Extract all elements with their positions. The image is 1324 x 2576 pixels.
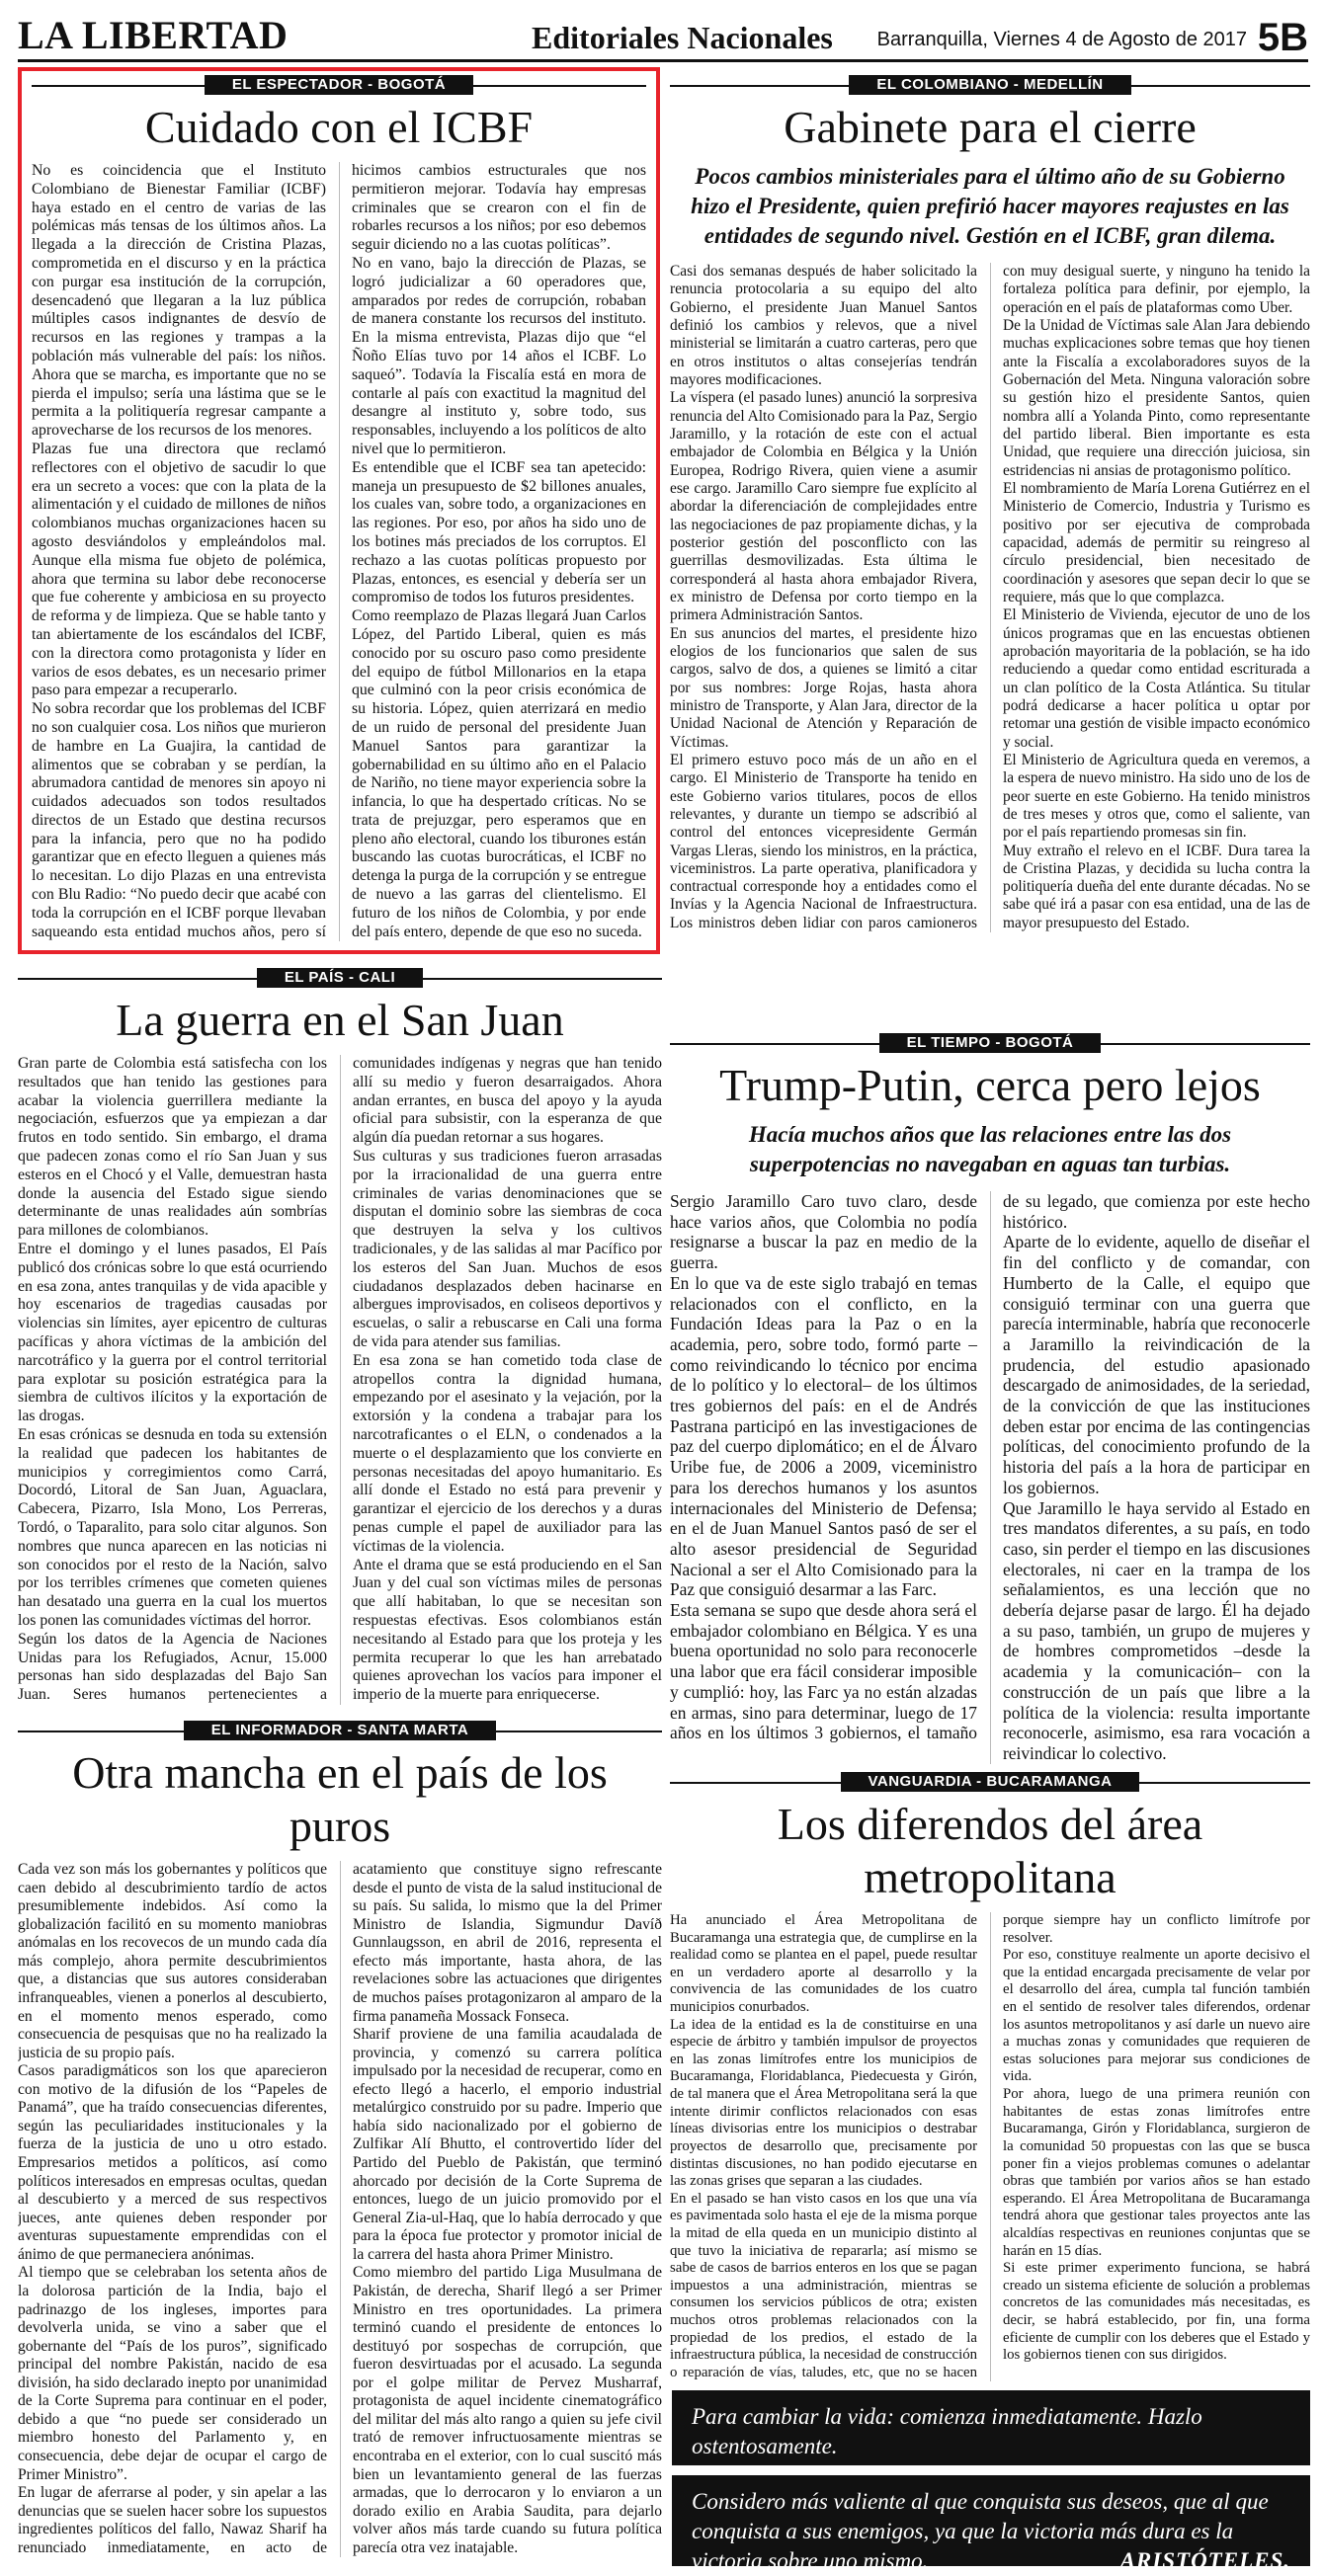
article-paragraph: En sus anuncios del martes, el presidente hizo elogios de los funcionarios que salen de sus cargos, salvo de dos, a quienes se limitó a citar por sus nombres: Jorge Rojas, hasta ahora ministro de Transporte, y Alan Jara, director de la Unidad Nacional de Atención y Reparación de Víctimas.	[670, 624, 977, 751]
article-paragraph: Según los datos de la Agencia de Naciones Unidas para los Refugiados, Acnur, 15.000 personas han sido desplazadas del Bajo San Juan. Seres humanos pertenecientes a comunidades indígenas y negras que han tenido allí su medio y fueron desarraigados. Ahora andan errantes, en busca del apoyo y la ayuda oficial para subsistir, con la esperanza de que algún día puedan retornar a sus hogares.	[18, 1055, 662, 1704]
article-source	[18, 1721, 662, 1742]
quote-box	[672, 2475, 1310, 2573]
article-headline: Trump-Putin, cerca pero lejos	[719, 1060, 1261, 1110]
article-paragraph: Esta semana se supo que desde ahora será el embajador colombiano en Bélgica. Y es una buena oportunidad no solo para reconocerle una labor que era fácil considerar imposible y cumplió: hoy, las Farc ya no están alzadas en armas, sino para determinar, luego de 17 años en los últimos 3 gobiernos, el tamaño de su legado, que comienza por este hecho histórico.	[670, 1191, 1310, 1743]
article-paragraph: Casos paradigmáticos son los que aparecieron con motivo de la difusión de los “Papeles de Panamá”, que ha traído consecuencias diferentes, según las peculiaridades institucionales y la fuerza de la justicia de uno u otro estado. Empresarios metidos a políticos, así como políticos interesados en empresas ocultas, quedan al descubierto y a merced de sus respectivos jueces, ante quienes deben responder por aventuras supuestamente emprendidas con el ánimo de que permaneciera anónimas.	[18, 2062, 327, 2263]
article-source	[18, 968, 662, 990]
article-paragraph: No en vano, bajo la dirección de Plazas, se logró judicializar a 60 operadores que, amparados por redes de corrupción, robaban de manera constante los recursos del instituto. En la misma entrevista, Plazas dijo que “el Ñoño Elías tuvo por 14 años el ICBF. Lo saqueó”. Todavía la Fiscalía está en mora de contarle al país con exactitud la magnitud del desangre al instituto y, sobre todo, sus responsables, incluyendo a los políticos de alto nivel que lo permitieron.	[352, 254, 646, 457]
article-paragraph: Gran parte de Colombia está satisfecha con los resultados que han tenido las gestiones para acabar la violencia guerrillera mediante la negociación, esfuerzos que ya empiezan a dar frutos en todo sentido. Sin embargo, el drama que padecen zonas como el río San Juan y sus esteros en el Chocó y el Valle, demuestran hasta donde la ausencia del Estado sigue siendo determinante de unas realidades aún sombrías para millones de colombianos.	[18, 1055, 327, 1240]
article-deck: Hacía muchos años que las relaciones entre las dos superpotencias no navegaban en aguas tan turbias.	[748, 1122, 1232, 1176]
article-headline: Otra mancha en el país de los puros	[72, 1747, 608, 1851]
article-body	[670, 1191, 1310, 1764]
article-paragraph: Por ahora, luego de una primera reunión con habitantes de estas zonas limítrofes entre Bucaramanga, Girón y Floridablanca, surgieron de la comunidad 50 propuestas con las que se busca poner fin a viejos problemas comunes o adelantar obras que también por varios años se han estado esperando. El Área Metropolitana de Bucaramanga tendrá ahora que gestionar tales proyectos ante las alcaldías respectivas en reuniones conjuntas que se harán en 15 días.	[1003, 2086, 1310, 2259]
article-paragraph: El nombramiento de María Lorena Gutiérrez en el Ministerio de Comercio, Industria y Turismo es positivo por ser ejecutiva de comprobada capacidad, además de permitir su reingreso al círculo presidencial, bien necesitado de coordinación y asesores que sepan decir lo que se requiere, más que lo que complazca.	[1003, 479, 1310, 605]
source-label: EL INFORMADOR - SANTA MARTA	[184, 1721, 496, 1740]
article-source	[670, 1772, 1310, 1794]
editorial-article	[670, 67, 1310, 966]
article-paragraph: Muy extraño el relevo en el ICBF. Dura tarea la de Cristina Plazas, y decidida su lucha contra la politiquería dueña del ente durante décadas. No se sabe qué irá a pasar con esa entidad, una de las de mayor presupuesto del Estado.	[1003, 842, 1310, 931]
source-label: VANGUARDIA - BUCARAMANGA	[841, 1772, 1140, 1792]
article-paragraph: Por eso, constituye realmente un aporte decisivo el que la entidad encargada precisamente de velar por el desarrollo del área, cumpla tal función también en el sentido de resolver tales diferendos, ordenar los asuntos metropolitanos y así darle un nuevo aire a muchas zonas y comunidades que requieren de estas soluciones para mejorar sus condiciones de vida.	[1003, 1947, 1310, 2085]
article-paragraph: El Ministerio de Agricultura queda en veremos, a la espera de nuevo ministro. Ha sido uno de los de peor suerte en este Gobierno. Ha tenido ministros de tres meses y otros que, como el saliente, van por el país repartiendo promesas sin fin.	[1003, 751, 1310, 842]
article-paragraph: En lugar de aferrarse al poder, y sin apelar a las denuncias que se suelen hacer sobre los supuestos ingredientes políticos del fallo, Nawaz Sharif ha renunciado inmediatamente, en acto de acatamiento que constituye signo refrescante desde el punto de vista de la salud institucional de su país. Su salida, lo mismo que la del Primer Ministro de Islandia, Sigmundur Davíð Gunnlaugsson, en abril de 2016, representa el efecto más importante, hasta ahora, de las revelaciones sobre las actuaciones que dirigentes de muchos países protagonizaron al amparo de la firma panameña Mossack Fonseca.	[18, 1861, 662, 2556]
quote-author: ARISTÓTELES.	[1119, 2548, 1290, 2573]
source-label: EL PAÍS - CALI	[257, 968, 423, 988]
article-source	[670, 1033, 1310, 1055]
article-source	[670, 75, 1310, 97]
editorial-article	[18, 67, 660, 954]
article-body	[670, 1912, 1310, 2381]
article-paragraph: Sus culturas y sus tradiciones fueron arrasadas por la irracionalidad de una guerra entre criminales de varias denominaciones que se disputan el dominio sobre las siembras de coca que destruyen la selva y los cultivos tradicionales, y de las salidas al mar Pacífico por los esteros del San Juan. Muchos de esos ciudadanos desplazados deben hacinarse en albergues improvisados, en coliseos deportivos y escuelas, o salir a rebuscarse en Cali una forma de vida para atender sus familias.	[353, 1147, 662, 1350]
article-paragraph: Cada vez son más los gobernantes y políticos que caen debido al descubrimiento tardío de actos presumiblemente indebidos. Así como la globalización facilitó en su momento maniobras anómalas en los recovecos de un mundo cada día más complejo, ahora permite descubrimientos que, a distancias que sus autores consideraban infranqueables, vienen a ponerlos al descubierto, en el momento menos esperado, como consecuencia de pesquisas que no ha realizado la justicia de su propio país.	[18, 1861, 327, 2061]
article-paragraph: El Ministerio de Vivienda, ejecutor de uno de los únicos programas que en las encuestas obtienen aprobación mayoritaria de la población, se ha ido reduciendo a quedar como entidad escriturada a un clan político de la Costa Atlántica. Su titular podrá dedicarse a hacer política u optar por retomar una gestión de visible impacto económico y social.	[1003, 606, 1310, 751]
article-deck: Pocos cambios ministeriales para el último año de su Gobierno hizo el Presidente, quien prefirió hacer mayores reajustes en las entidades de segundo nivel. Gestión en el ICBF, gran dilema.	[691, 164, 1289, 248]
article-headline: Cuidado con el ICBF	[144, 102, 534, 152]
quote-text: Considero más valiente al que conquista sus deseos, que al que conquista a sus enemigos, ya que la victoria más dura es la victoria sobre uno mismo.	[692, 2489, 1269, 2573]
article-body	[18, 1861, 662, 2557]
article-paragraph: La idea de la entidad es la de constituirse en una especie de árbitro y también impulsor de proyectos en las zonas limítrofes entre los municipios de Bucaramanga, Floridablanca, Piedecuesta y Girón, de tal manera que el Área Metropolitana será la que intente dirimir conflictos relacionados con esas líneas divisorias entre los municipios o destrabar proyectos de desarrollo que, precisamente por distintas discusiones, no han podido ejecutarse en las zonas grises que separan a las ciudades.	[670, 2016, 977, 2190]
article-headline: Los diferendos del área metropolitana	[777, 1799, 1203, 1902]
article-paragraph: En esas crónicas se desnuda en toda su extensión la realidad que padecen los habitantes de municipios y corregimientos como Carrá, Docordó, Litoral de San Juan, Aguaclara, Cabecera, Pizarro, Isla Mono, Los Perreras, Tordó, o Taparalito, para solo citar algunos. Son nombres que nunca aparecen en las noticias ni son conocidos por el resto de la Nación, salvo por los terribles crímenes que cometen quienes han desatado una guerra en la cual los muertos los ponen las comunidades víctimas del horror.	[18, 1425, 327, 1629]
source-label: EL TIEMPO - BOGOTÁ	[879, 1033, 1102, 1053]
article-paragraph: Si este primer experimento funciona, se habrá creado un sistema eficiente de solución a problemas concretos de las comunidades más necesitadas, es decir, se habrá establecido, por fin, una forma eficiente de cumplir con los deberes que el Estado y los gobiernos tienen con sus dirigidos.	[1003, 2260, 1310, 2364]
article-paragraph: Casi dos semanas después de haber solicitado la renuncia protocolaria a su equipo del alto Gobierno, el presidente Juan Manuel Santos definió los cambios y relevos, que a nivel ministerial se limitarán a cuatro carteras, pero que en otros institutos o altas consejerías tendrán mayores modificaciones.	[670, 263, 977, 388]
article-paragraph: Al tiempo que se celebraban los setenta años de la dolorosa partición de la India, bajo el padrinazgo de los ingleses, importes para devolverla unida, se vino a saber que el gobernante del “País de los puros”, significado principal del nombre Pakistán, nacido de esa división, ha sido declarado inepto por unanimidad de la Corte Suprema para continuar en el poder, debido a que “no puede ser considerado un miembro honesto del Parlamento y, en consecuencia, debe dejar de ocupar el cargo de Primer Ministro”.	[18, 2264, 327, 2483]
editorial-article	[670, 1768, 1310, 2382]
editorial-article	[18, 1707, 662, 2566]
article-paragraph: El primero estuvo poco más de un año en el cargo. El Ministerio de Transporte ha tenido en este Gobierno varios titulares, pocos de ellos relevantes, y durante un tiempo se adscribió al control del entonces vicepresidente Germán Vargas Lleras, siendo los ministros, en la práctica, viceministros. La parte operativa, planificadora y contractual corresponde hoy a entidades como el Invías y la Agencia Nacional de Infraestructura. Los ministros deben lidiar con paros camioneros con muy desigual suerte, y ninguno ha tenido la fortaleza política para definir, por ejemplo, la operación en el país de plataformas como Uber.	[670, 263, 1310, 931]
article-paragraph: En esa zona se han cometido toda clase de atropellos contra la dignidad humana, empezando por el asesinato y la vejación, por la extorsión y la condena a trabajar para los narcotraficantes o el ELN, o condenados a la muerte o el desplazamiento que los convierte en personas necesitadas del apoyo humanitario. Es allí donde el Estado no está para prevenir y garantizar el ejercicio de los derechos y a duras penas cumple el papel de auxiliador para las víctimas de la violencia.	[353, 1351, 662, 1555]
editorial-article	[670, 1029, 1310, 1768]
editorial-article	[18, 956, 662, 1707]
article-paragraph: En lo que va de este siglo trabajó en temas relacionados con el conflicto, en la Fundación Ideas para la Paz o en la academia, pero, sobre todo, formó parte –como reivindicando lo técnico por encima de lo político y lo electoral– de los últimos tres gobiernos del país: en el de Andrés Pastrana participó en las investigaciones de paz del cuerpo diplomático; en el de Álvaro Uribe fue, de 2006 a 2009, viceministro para los derechos humanos y los asuntos internacionales del Ministerio de Defensa; en el de Juan Manuel Santos pasó de ser el alto asesor presidencial de Seguridad Nacional a ser el Alto Comisionado para la Paz que consiguió desarmar a las Farc.	[670, 1272, 977, 1600]
issue-date: Barranquilla, Viernes 4 de Agosto de 2017	[876, 29, 1247, 50]
section-title: Editoriales Nacionales	[532, 20, 833, 55]
article-paragraph: No sobra recordar que los problemas del ICBF no son cualquier cosa. Los niños que murieron de hambre en La Guajira, la cantidad de alimentos que se cobraban y se perdían, la abrumadora cantidad de menores sin apoyo ni cuidados adecuados son todos resultados directos de un Estado que destina recursos para la infancia, pero que no ha podido garantizar que en efecto lleguen a quienes más lo necesitan. Lo dijo Plazas en una entrevista con Blu Radio: “No puedo decir que acabé con toda la corrupción en el ICBF porque llevaban saqueando esta entidad muchos años, pero sí hicimos cambios estructurales que nos permitieron mejorar. Todavía hay empresas criminales que se crearon con el fin de robarles recursos a los niños; por eso debemos seguir diciendo no a las cuotas políticas”.	[32, 162, 646, 940]
article-paragraph: Como miembro del partido Liga Musulmana de Pakistán, de derecha, Sharif llegó a ser Primer Ministro en tres oportunidades. La primera terminó cuando el presidente de entonces lo destituyó por sospechas de corrupción, que fueron desvirtuadas por el acusado. La segunda por el golpe militar de Pervez Musharraf, protagonista de aquel incidente cinematográfico del militar del más alto rango a quien su jefe civil trató de remover infructuosamente mientras se encontraba en el exterior, con lo cual suscitó más bien un levantamiento general de las fuerzas armadas, que lo derrocaron y lo enviaron a un dorado exilio en Arabia Saudita, para dejarlo volver años más tarde cuando su futura política parecía otra vez inatajable.	[353, 2264, 662, 2556]
source-label: EL COLOMBIANO - MEDELLÍN	[849, 75, 1130, 95]
article-body	[18, 1055, 662, 1705]
article-paragraph: Plazas fue una directora que reclamó reflectores con el objetivo de sacudir lo que era un secreto a voces: que con la plata de la alimentación y el cuidado de millones de niños colombianos muchas organizaciones hacen su agosto desviándolos y empleándolos mal. Aunque ella misma fue objeto de polémica, ahora que termina su labor debe reconocerse que fue coherente y ambiciosa en su proyecto de reforma y de limpieza. Que se hable tanto y tan abiertamente de los escándalos del ICBF, con la directora como protagonista y líder en varios de esos debates, es un necesario primer paso para empezar a recuperarlo.	[32, 440, 326, 699]
article-paragraph: Como reemplazo de Plazas llegará Juan Carlos López, del Partido Liberal, quien es más conocido por su oscuro paso como presidente del equipo de fútbol Millonarios en la etapa que culminó con la peor crisis económica de su historia. López, quien aterrizará en medio de un ruido de personal del presidente Juan Manuel Santos para garantizar la gobernabilidad en su último año en el Palacio de Nariño, no tiene mayor experiencia sobre la infancia, lo que ha despertado críticas. No se trata de prejuzgar, pero esperamos que en pleno año electoral, cuando los tiburones están buscando las cuotas burocráticas, el ICBF no detenga la purga de la corrupción y se entregue de nuevo a las garras del clientelismo. El futuro de los niños de Colombia, y por ende del país entero, depende de que eso no suceda.	[352, 607, 646, 940]
article-paragraph: Es entendible que el ICBF sea tan apetecido: maneja un presupuesto de $2 billones anuales, los cuales van, sobre todo, a organizaciones en las regiones. Por eso, por años ha sido uno de los botines más preciados de los corruptos. El rechazo a las cuotas políticas propuesto por Plazas, entonces, es esencial y debería ser un compromiso de todos los futuros presidentes.	[352, 458, 646, 606]
quote-text: Para cambiar la vida: comienza inmediatamente. Hazlo ostentosamente.	[692, 2404, 1202, 2458]
article-paragraph: Aparte de lo evidente, aquello de diseñar el fin del conflicto y de comandar, con Humberto de la Calle, el equipo que consiguió terminar con una guerra que parecía interminable, habría que reconocerle a Jaramillo la reivindicación de la prudencia, del estudio apasionado descargado de animosidades, de la seriedad, de la convicción de que las instituciones deben estar por encima de las contingencias políticas, del conocimiento profundo de la historia del país a la hora de participar en los gobiernos.	[1003, 1232, 1310, 1497]
quote-box	[672, 2390, 1310, 2465]
article-paragraph: Sharif proviene de una familia acaudalada de provincia, y comenzó su carrera política impulsado por la necesidad de recuperar, como en efecto llegó a hacerlo, el emporio industrial metalúrgico construido por su padre. Imperio que había sido nacionalizado por el gobierno de Zulfikar Alí Bhutto, el controvertido líder del Partido del Pueblo de Pakistán, que terminó ahorcado por decisión de la Corte Suprema de entonces, luego de un juicio promovido por el General Zia-ul-Haq, que lo había derrocado y que para la época fue protector y promotor inicial de la carrera del hasta ahora Primer Ministro.	[353, 2026, 662, 2263]
page-number: 5B	[1257, 16, 1308, 59]
article-source	[32, 75, 646, 97]
article-paragraph: De la Unidad de Víctimas sale Alan Jara debiendo muchas explicaciones sobre temas que hoy tienen ante la Fiscalía a excolaboradores suyos de la Gobernación del Meta. Ninguna valoración sobre su gestión hizo el presidente Santos, quien nombra allí a Yolanda Pinto, como representante del partido liberal. Bien importante es esta Unidad, que requiere una dirección juiciosa, sin estridencias ni ansias de protagonismo político.	[1003, 316, 1310, 479]
article-paragraph: La víspera (el pasado lunes) anunció la sorpresiva renuncia del Alto Comisionado para la Paz, Sergio Jaramillo, y la rotación de este con el actual embajador de Colombia en Bélgica y la Unión Europea, Rodrigo Rivera, quien viene a asumir ese cargo. Jaramillo Caro siempre fue explícito al abordar la diferenciación de complejidades entre las negociaciones de paz propiamente dichas, y la posterior gestión del posconflicto con las guerrillas desmovilizadas. Esta última le corresponderá al hasta ahora embajador Rivera, ex ministro de Defensa por corto tiempo en la primera Administración Santos.	[670, 389, 977, 624]
article-headline: La guerra en el San Juan	[116, 995, 564, 1045]
article-paragraph: Que Jaramillo le haya servido al Estado en tres mandatos diferentes, a su país, en todo caso, sin perder el tiempo en las discusiones electorales, ni caer en la trampa de los señalamientos, es una lección que no debería dejarse pasar de largo. Él ha dejado a su paso, también, un grupo de mujeres y de hombres comprometidos –desde la academia y la comunicación– con la construcción de un país que libre a la política de la violencia: resulta importante reconocerle, asimismo, esa rara vocación a reivindicar lo colectivo.	[1003, 1497, 1310, 1763]
article-paragraph: Ha anunciado el Área Metropolitana de Bucaramanga una estrategia que, de cumplirse en la realidad como se plantea en el papel, puede resultar en un verdadero aporte al desarrollo y la convivencia de las comunidades de los cuatro municipios conurbados.	[670, 1912, 977, 2016]
article-paragraph: Ante el drama que se está produciendo en el San Juan y del cual son víctimas miles de personas que allí habitaban, lo que se necesitan son respuestas efectivas. Esos colombianos están necesitando al Estado para que los proteja y les permita recuperar lo que les han arrebatado quienes aprovechan los vacíos para imponer el imperio de la muerte para enriquecerse.	[353, 1556, 662, 1704]
article-headline: Gabinete para el cierre	[784, 102, 1197, 152]
article-paragraph: No es coincidencia que el Instituto Colombiano de Bienestar Familiar (ICBF) haya estado en el centro de varias de las polémicas más tensas de los últimos años. La llegada a la dirección de Cristina Plazas, comprometida en el discurso y en la práctica con purgar esa institución de la corrupción, desencadenó que llegaran a la luz pública múltiples casos indignantes de desvío de recursos en las regiones y trampas a la población más vulnerable del país: los niños. Ahora que se marcha, es importante que no se pierda el impulso; sería una lástima que se le permita a la politiquería regresar campante a aprovecharse de los recursos de los menores.	[32, 162, 326, 440]
source-label: EL ESPECTADOR - BOGOTÁ	[205, 75, 473, 95]
newspaper-name: LA LIBERTAD	[18, 13, 289, 57]
article-body	[670, 263, 1310, 932]
masthead	[18, 14, 1308, 59]
masthead-rule	[18, 59, 1308, 62]
article-paragraph: En el pasado se han visto casos en los que una vía es pavimentada solo hasta el eje de la misma porque la mitad de ella queda en un municipio distinto al que tuvo la iniciativa de repararla; así mismo se sabe de casos de barrios enteros en los que se pagan impuestos a una administración, mientras se consumen los servicios públicos de otra; existen muchos otros problemas relacionados con la propiedad de los predios, el estado de la infraestructura pública, la necesidad de construcción o reparación de vías, taludes, etc, que no se hacen porque siempre hay un conflicto limítrofe por resolver.	[670, 1912, 1310, 2380]
article-paragraph: Entre el domingo y el lunes pasados, El País publicó dos crónicas sobre lo que está ocurriendo en esa zona, antes tranquilas y de vida apacible y hoy escenarios de tragedias causadas por violencias sin límites, ayer epicentro de culturas pacíficas y ahora víctimas de la ambición del narcotráfico y la guerra por el control territorial para explotar su posición estratégica para la siembra de cultivos ilícitos y la exportación de las drogas.	[18, 1240, 327, 1425]
article-body	[32, 162, 646, 941]
article-paragraph: Sergio Jaramillo Caro tuvo claro, desde hace varios años, que Colombia no podía resignarse a buscar la paz en medio de la guerra.	[670, 1191, 977, 1273]
